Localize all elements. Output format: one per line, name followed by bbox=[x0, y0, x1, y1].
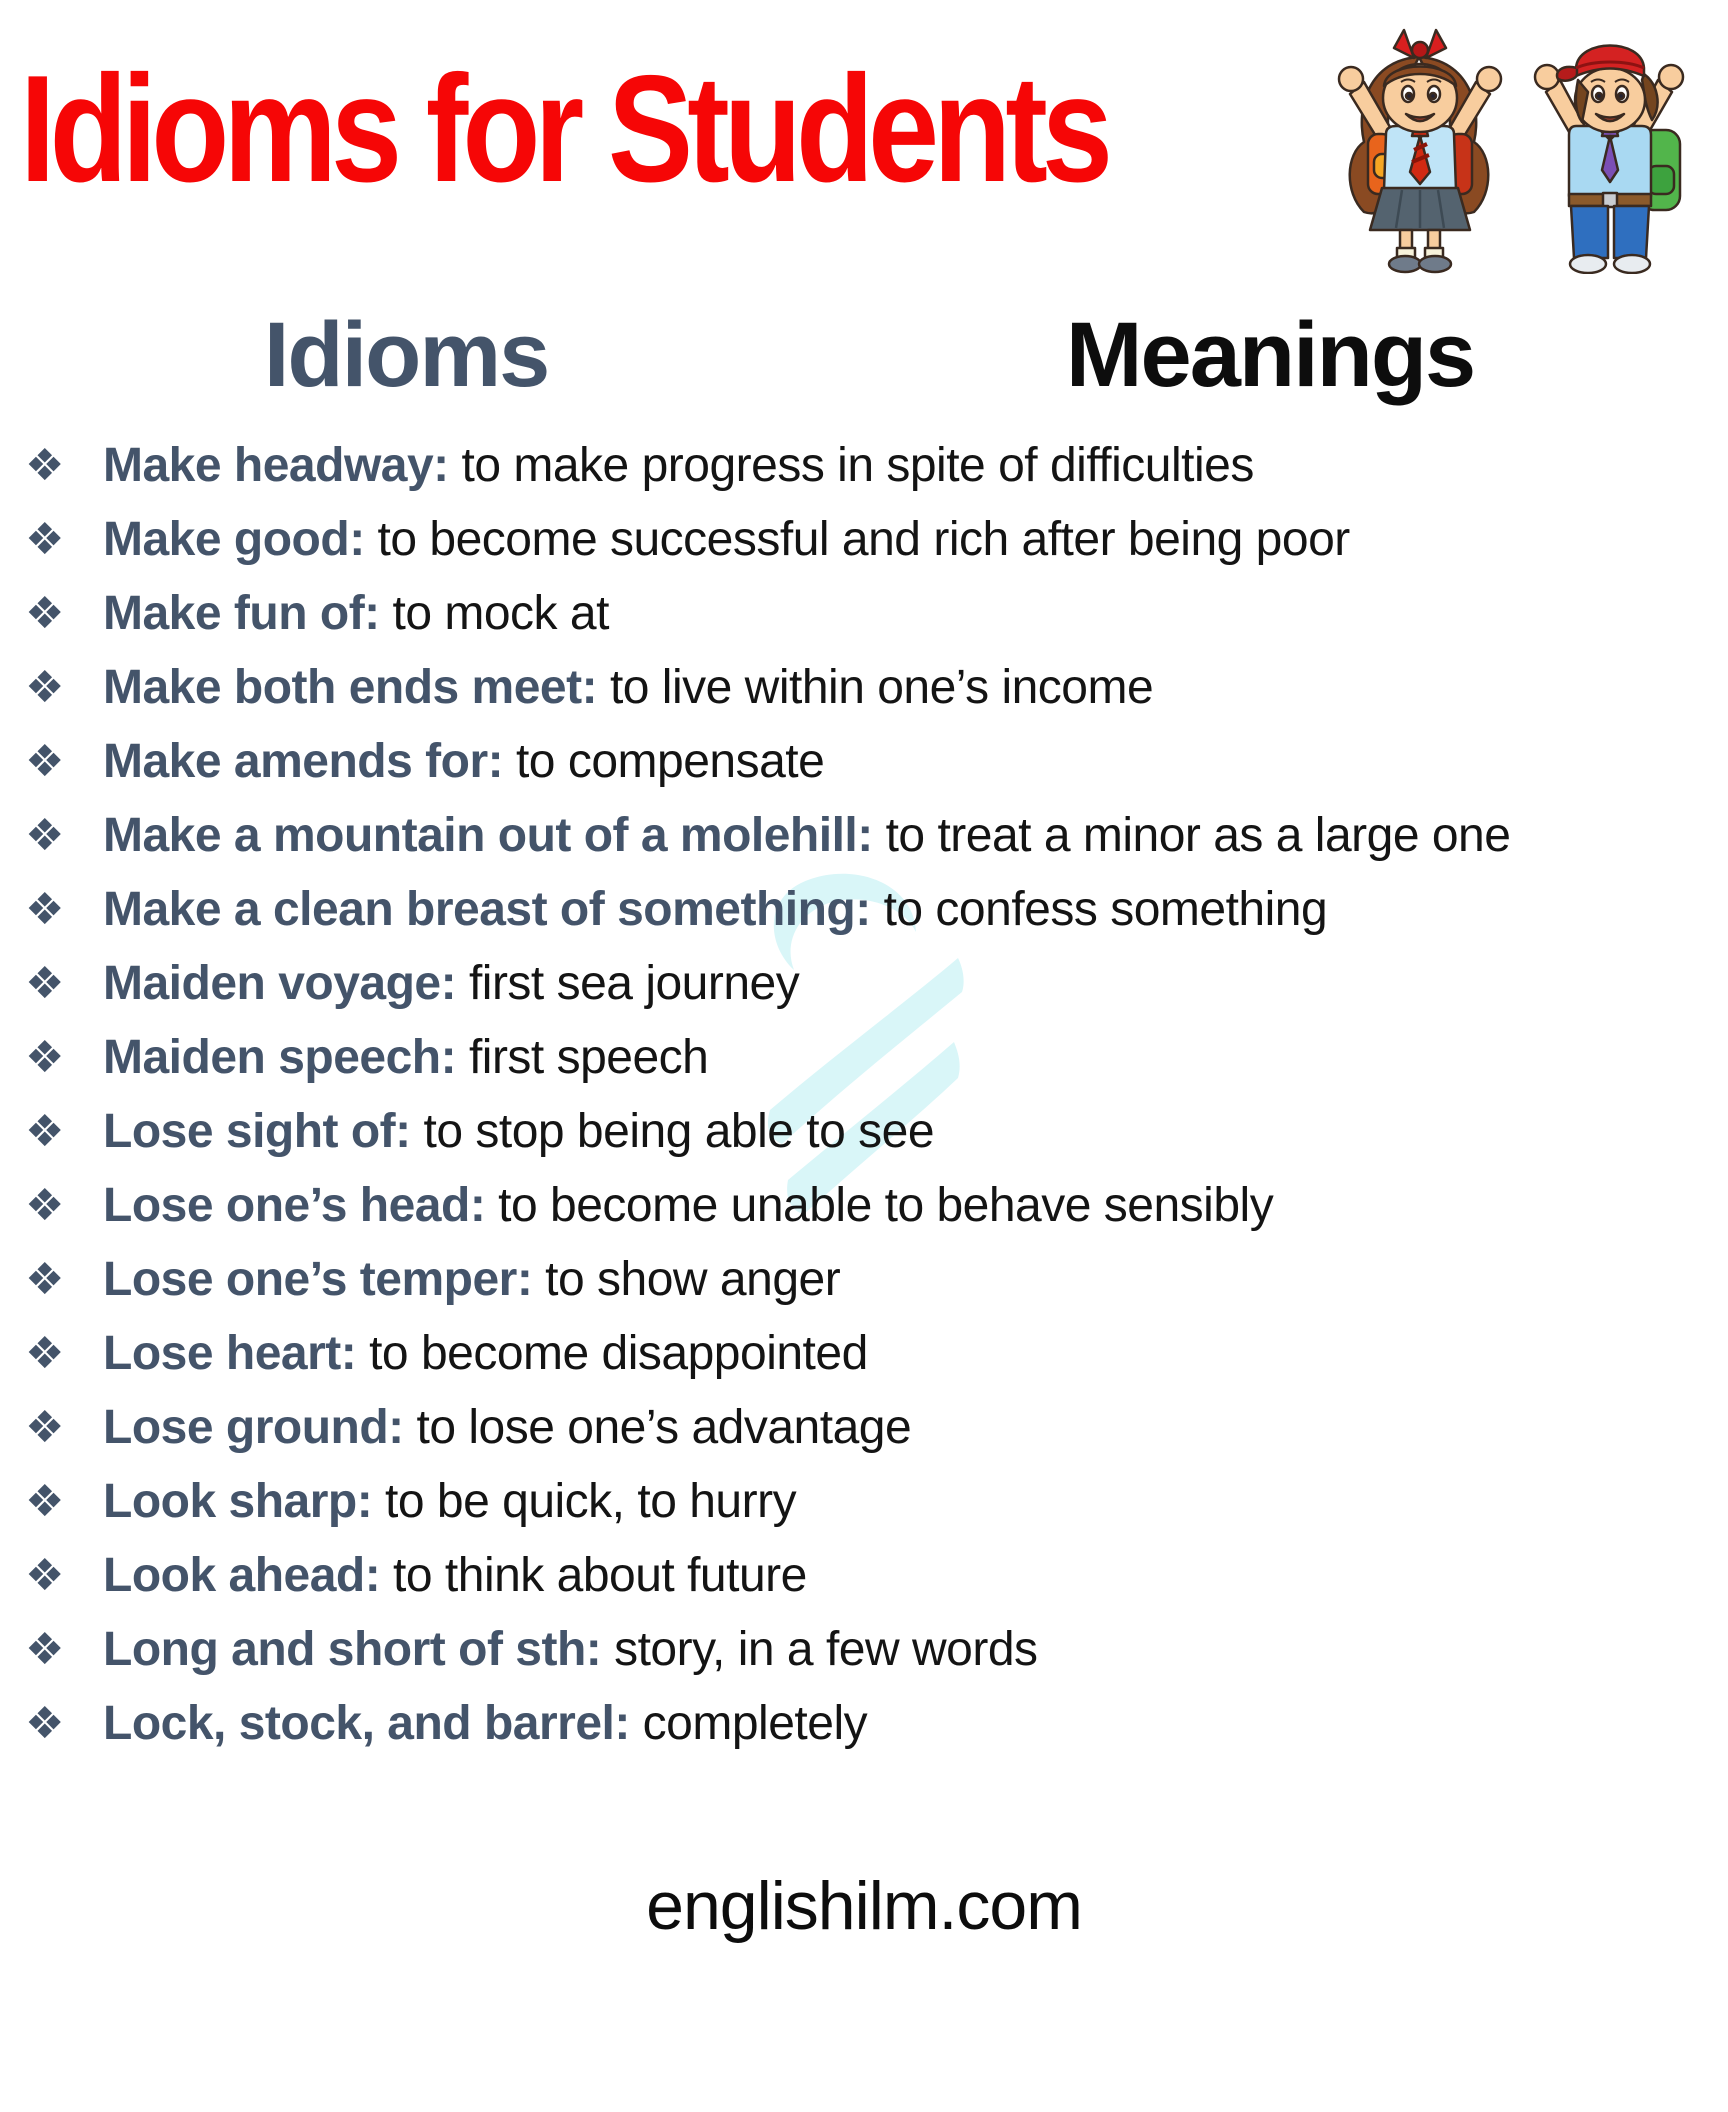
meaning-text: to compensate bbox=[515, 735, 825, 788]
meaning-text: story, in a few words bbox=[614, 1623, 1038, 1676]
diamond-bullet-icon: ❖ bbox=[25, 1402, 64, 1453]
meaning-text: to become successful and rich after being poor bbox=[377, 513, 1350, 566]
meanings-column-header: Meanings bbox=[1065, 303, 1475, 406]
idiom-text: Make amends for: bbox=[103, 735, 504, 788]
diamond-bullet-icon: ❖ bbox=[25, 1180, 64, 1231]
entry-text bbox=[103, 947, 1700, 1021]
idiom-text: Make headway: bbox=[103, 439, 449, 492]
meaning-text: to think about future bbox=[393, 1549, 807, 1602]
idiom-text: Make a clean breast of something: bbox=[103, 883, 871, 936]
diamond-bullet-icon: ❖ bbox=[25, 1698, 64, 1749]
entry-text bbox=[103, 651, 1700, 725]
entry-text bbox=[103, 1687, 1700, 1761]
meaning-text: first sea journey bbox=[468, 957, 800, 1010]
list-item bbox=[25, 1539, 1700, 1613]
list-item bbox=[25, 503, 1700, 577]
idiom-text: Make both ends meet: bbox=[103, 661, 598, 714]
diamond-bullet-icon: ❖ bbox=[25, 440, 64, 491]
entry-text bbox=[103, 1465, 1700, 1539]
list-item bbox=[25, 725, 1700, 799]
list-item bbox=[25, 577, 1700, 651]
list-item bbox=[25, 947, 1700, 1021]
meaning-text: to lose one’s advantage bbox=[416, 1401, 912, 1454]
list-item bbox=[25, 1613, 1700, 1687]
entry-text bbox=[103, 503, 1700, 577]
list-item bbox=[25, 1687, 1700, 1761]
diamond-bullet-icon: ❖ bbox=[25, 1476, 64, 1527]
idiom-text: Make good: bbox=[103, 513, 365, 566]
idiom-text: Make fun of: bbox=[103, 587, 380, 640]
diamond-bullet-icon: ❖ bbox=[25, 1328, 64, 1379]
meaning-text: to become disappointed bbox=[369, 1327, 868, 1380]
idiom-text: Lose heart: bbox=[103, 1327, 357, 1380]
entry-text bbox=[103, 1391, 1700, 1465]
idiom-text: Lock, stock, and barrel: bbox=[103, 1697, 630, 1750]
meaning-text: to stop being able to see bbox=[423, 1105, 935, 1158]
entry-text bbox=[103, 799, 1700, 873]
diamond-bullet-icon: ❖ bbox=[25, 1624, 64, 1675]
idiom-text: Long and short of sth: bbox=[103, 1623, 602, 1676]
diamond-bullet-icon: ❖ bbox=[25, 884, 64, 935]
idiom-text: Lose ground: bbox=[103, 1401, 404, 1454]
idiom-text: Look ahead: bbox=[103, 1549, 381, 1602]
meaning-text: to live within one’s income bbox=[609, 661, 1154, 714]
list-item bbox=[25, 1391, 1700, 1465]
header bbox=[0, 0, 1728, 295]
meaning-text: to show anger bbox=[545, 1253, 841, 1306]
idiom-text: Make a mountain out of a molehill: bbox=[103, 809, 873, 862]
meaning-text: to become unable to behave sensibly bbox=[498, 1179, 1274, 1232]
column-headers bbox=[0, 295, 1728, 415]
meaning-text: to mock at bbox=[392, 587, 609, 640]
entry-text bbox=[103, 1095, 1700, 1169]
meaning-text: completely bbox=[642, 1697, 868, 1750]
diamond-bullet-icon: ❖ bbox=[25, 1032, 64, 1083]
idiom-text: Look sharp: bbox=[103, 1475, 373, 1528]
meaning-text: to be quick, to hurry bbox=[385, 1475, 797, 1528]
diamond-bullet-icon: ❖ bbox=[25, 958, 64, 1009]
meaning-text: to confess something bbox=[883, 883, 1328, 936]
idiom-text: Lose one’s temper: bbox=[103, 1253, 533, 1306]
list-item bbox=[25, 1317, 1700, 1391]
list-item bbox=[25, 1095, 1700, 1169]
boy-figure bbox=[1535, 46, 1683, 274]
entry-text bbox=[103, 1243, 1700, 1317]
list-item bbox=[25, 1169, 1700, 1243]
entry-text bbox=[103, 1169, 1700, 1243]
diamond-bullet-icon: ❖ bbox=[25, 810, 64, 861]
page-title: Idioms for Students bbox=[20, 44, 1108, 214]
diamond-bullet-icon: ❖ bbox=[25, 514, 64, 565]
list-item bbox=[25, 799, 1700, 873]
idioms-column-header: Idioms bbox=[263, 303, 549, 406]
girl-figure bbox=[1339, 30, 1501, 272]
entry-text bbox=[103, 725, 1700, 799]
diamond-bullet-icon: ❖ bbox=[25, 588, 64, 639]
website-footer: englishilm.com bbox=[646, 1868, 1082, 1944]
idiom-text: Lose sight of: bbox=[103, 1105, 411, 1158]
list-item bbox=[25, 1243, 1700, 1317]
meaning-text: to treat a minor as a large one bbox=[885, 809, 1511, 862]
idiom-text: Lose one’s head: bbox=[103, 1179, 486, 1232]
list-item bbox=[25, 1021, 1700, 1095]
entry-text bbox=[103, 577, 1700, 651]
idiom-text: Maiden voyage: bbox=[103, 957, 457, 1010]
meaning-text: to make progress in spite of difficulties bbox=[461, 439, 1254, 492]
diamond-bullet-icon: ❖ bbox=[25, 1106, 64, 1157]
diamond-bullet-icon: ❖ bbox=[25, 1550, 64, 1601]
entry-text bbox=[103, 1539, 1700, 1613]
entry-text bbox=[103, 1317, 1700, 1391]
meaning-text: first speech bbox=[468, 1031, 709, 1084]
diamond-bullet-icon: ❖ bbox=[25, 736, 64, 787]
list-item bbox=[25, 651, 1700, 725]
entry-text bbox=[103, 429, 1700, 503]
diamond-bullet-icon: ❖ bbox=[25, 662, 64, 713]
list-item bbox=[25, 429, 1700, 503]
list-item bbox=[25, 873, 1700, 947]
entry-text bbox=[103, 873, 1700, 947]
idioms-list bbox=[0, 429, 1728, 1761]
list-item bbox=[25, 1465, 1700, 1539]
diamond-bullet-icon: ❖ bbox=[25, 1254, 64, 1305]
students-clipart bbox=[1324, 22, 1724, 274]
idiom-text: Maiden speech: bbox=[103, 1031, 457, 1084]
entry-text bbox=[103, 1021, 1700, 1095]
entry-text bbox=[103, 1613, 1700, 1687]
